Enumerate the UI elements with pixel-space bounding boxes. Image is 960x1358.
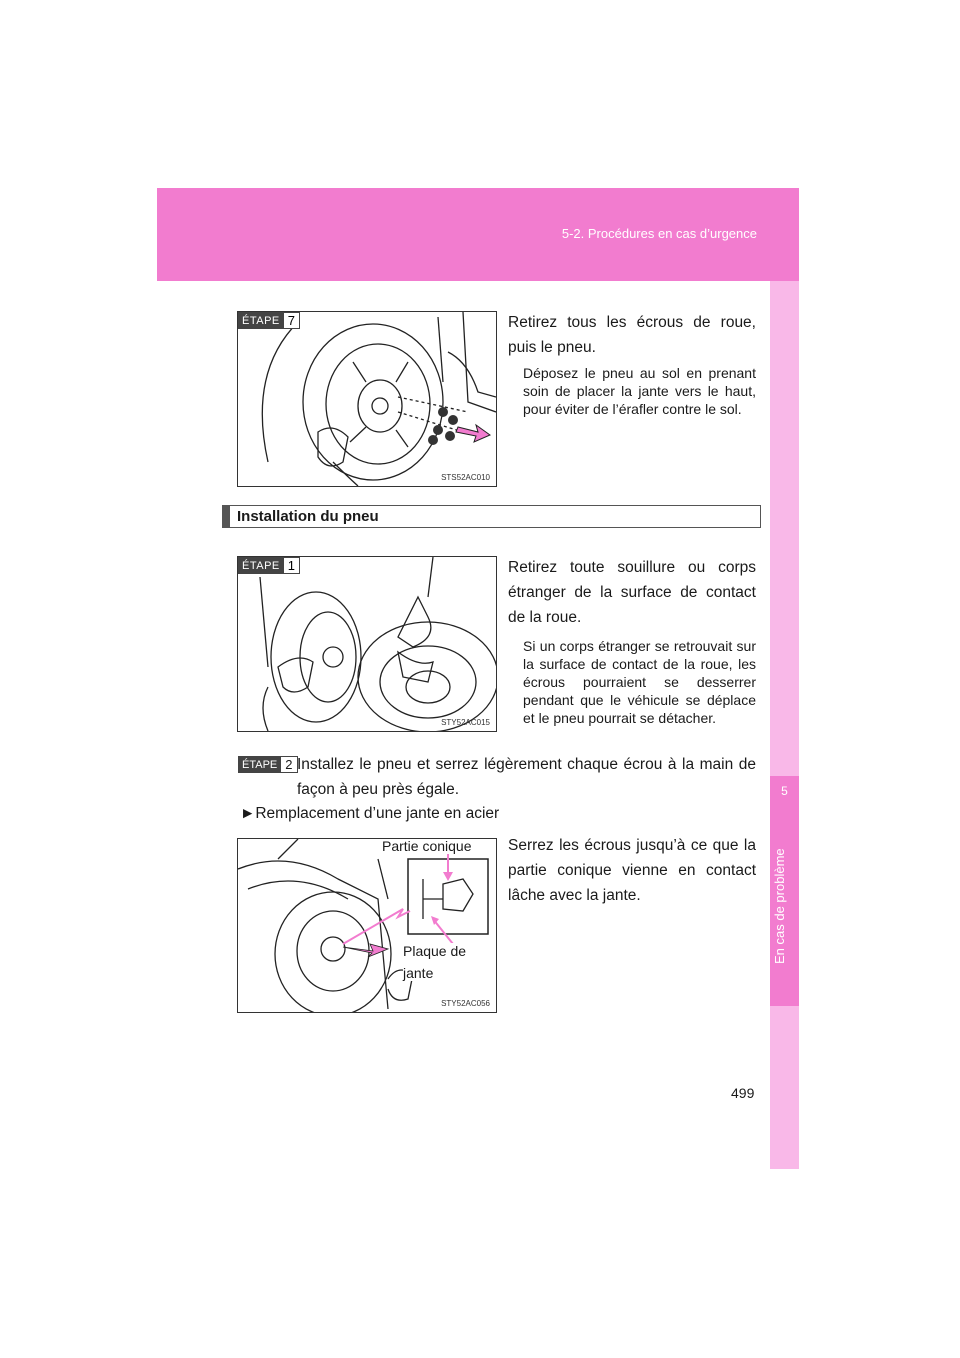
figure-code: STY52AC056 <box>441 999 490 1008</box>
page-number: 499 <box>731 1085 755 1101</box>
step2-badge <box>238 756 298 773</box>
chapter-label: En cas de problème <box>772 848 787 964</box>
step7-instruction: Retirez tous les écrous de roue, puis le pneu. <box>508 314 756 356</box>
chapter-tab[interactable] <box>770 776 799 1006</box>
step-word: ÉTAPE <box>238 756 281 773</box>
header-band <box>157 188 799 281</box>
callout-rim-plate: Plaque de <box>403 943 467 959</box>
step-word: ÉTAPE <box>238 312 284 329</box>
step1-note: Si un corps étranger se retrouvait sur la surface de contact de la roue, les écrous pourraient se desserrer pendant que le véhicule se déplace et le pneu pourrait se détacher. <box>523 638 756 726</box>
figure-remove-wheel <box>237 311 497 487</box>
wheel-removal-illustration <box>238 312 496 486</box>
subsection-title: Remplacement d’une jante en acier <box>255 805 500 822</box>
step7-note: Déposez le pneu au sol en prenant soin de placer la jante vers le haut, pour éviter de l’érafler contre le sol. <box>523 365 756 417</box>
section-accent <box>223 506 230 527</box>
figure-code: STS52AC010 <box>441 473 490 482</box>
section-title: Installation du pneu <box>237 508 379 525</box>
side-tab <box>770 281 799 1169</box>
callout-conical-part: Partie conique <box>382 838 472 854</box>
subsection-instruction: Serrez les écrous jusqu’à ce que la partie conique vienne en contact lâche avec la jante. <box>508 837 756 904</box>
step-word: ÉTAPE <box>238 557 284 574</box>
section-heading <box>222 505 761 528</box>
triangle-bullet-icon: ► <box>240 805 256 822</box>
wheel-cleaning-illustration <box>238 557 496 731</box>
chapter-number: 5 <box>781 784 788 798</box>
figure-steel-rim <box>237 838 497 1013</box>
section-title: 5-2. Procédures en cas d’urgence <box>561 226 757 241</box>
callout-rim-plate-line2: jante <box>403 965 434 981</box>
step-badge <box>238 557 300 574</box>
subsection-heading <box>240 801 760 826</box>
step-number: 2 <box>281 756 297 773</box>
step2-instruction: Installez le pneu et serrez légèrement chaque écrou à la main de façon à peu près égale. <box>297 756 756 798</box>
step-number: 1 <box>284 557 300 574</box>
step1-instruction: Retirez toute souillure ou corps étranger de la surface de contact de la roue. <box>508 559 756 626</box>
step-badge <box>238 312 300 329</box>
figure-code: STY52AC015 <box>441 718 490 727</box>
figure-clean-wheel <box>237 556 497 732</box>
steel-rim-illustration <box>238 839 496 1012</box>
step-number: 7 <box>284 312 300 329</box>
